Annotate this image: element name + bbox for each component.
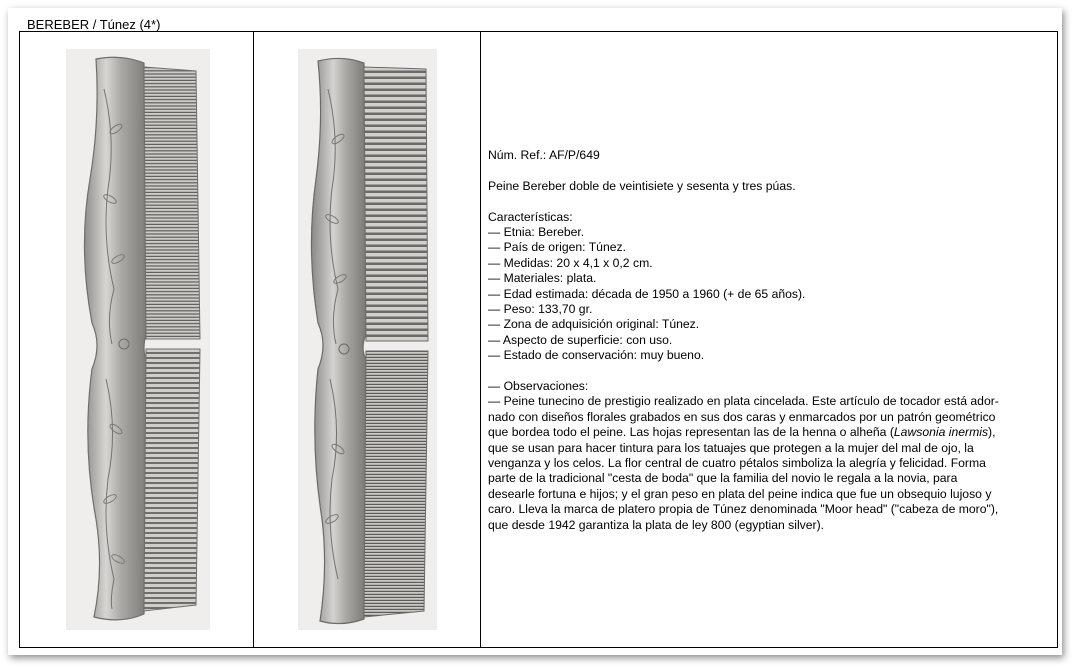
features-title: Características: bbox=[488, 209, 573, 224]
summary: Peine Bereber doble de veintisiete y sesenta y tres púas. bbox=[488, 178, 796, 193]
observation-line: caro. Lleva la marca de platero propia de Túnez denominada "Moor head" ("cabeza de moro"), bbox=[488, 502, 999, 517]
photo-cell-front bbox=[20, 32, 254, 647]
feature-line: — País de origen: Túnez. bbox=[488, 240, 626, 255]
comb-photo-back-icon bbox=[298, 49, 437, 630]
document-page bbox=[8, 8, 1062, 655]
observation-line: nado con diseños florales grabados en sus dos caras y enmarcados por un patrón geométrico bbox=[488, 409, 996, 424]
observation-line: — Peine tunecino de prestigio realizado en plata cincelada. Este artículo de tocador está ador- bbox=[488, 394, 999, 409]
observations-title: — Observaciones: bbox=[488, 379, 589, 394]
feature-line: — Estado de conservación: muy bueno. bbox=[488, 348, 705, 363]
observation-line: parte de la tradicional "cesta de boda" que la familia del novio le regala a la novia, para bbox=[488, 471, 958, 486]
observation-line: venganza y los celos. La flor central de cuatro pétalos simboliza la alegría y felicidad. Forma bbox=[488, 456, 986, 471]
feature-line: — Zona de adquisición original: Túnez. bbox=[488, 317, 700, 332]
description-cell bbox=[481, 32, 1057, 647]
observation-line: que bordea todo el peine. Las hojas representan las de la henna o alheña (Lawsonia inermis), bbox=[488, 425, 996, 440]
feature-line: — Medidas: 20 x 4,1 x 0,2 cm. bbox=[488, 255, 653, 270]
observation-line: desearle fortuna e hijos; y el gran peso en plata del peine indica que fue un obsequio lujoso y bbox=[488, 486, 992, 501]
page-title: BEREBER / Túnez (4*) bbox=[27, 17, 161, 32]
feature-line: — Aspecto de superficie: con uso. bbox=[488, 332, 673, 347]
reference-number: Núm. Ref.: AF/P/649 bbox=[488, 148, 600, 162]
feature-line: — Etnia: Bereber. bbox=[488, 225, 585, 239]
catalog-table bbox=[19, 31, 1058, 648]
comb-back-svg bbox=[298, 49, 437, 630]
comb-photo-front-icon bbox=[66, 49, 210, 630]
description-text bbox=[488, 148, 1051, 533]
photo-cell-back bbox=[254, 32, 481, 647]
observation-line: que desde 1942 garantiza la plata de ley 800 (egyptian silver). bbox=[488, 517, 825, 532]
feature-line: — Materiales: plata. bbox=[488, 271, 597, 286]
comb-front-svg bbox=[66, 49, 210, 630]
feature-line: — Peso: 133,70 gr. bbox=[488, 302, 593, 317]
feature-line: — Edad estimada: década de 1950 a 1960 (+ de 65 años). bbox=[488, 286, 806, 301]
observation-line: que se usan para hacer tintura para los tatuajes que protegen a la mujer del mal de ojo, la bbox=[488, 440, 974, 455]
